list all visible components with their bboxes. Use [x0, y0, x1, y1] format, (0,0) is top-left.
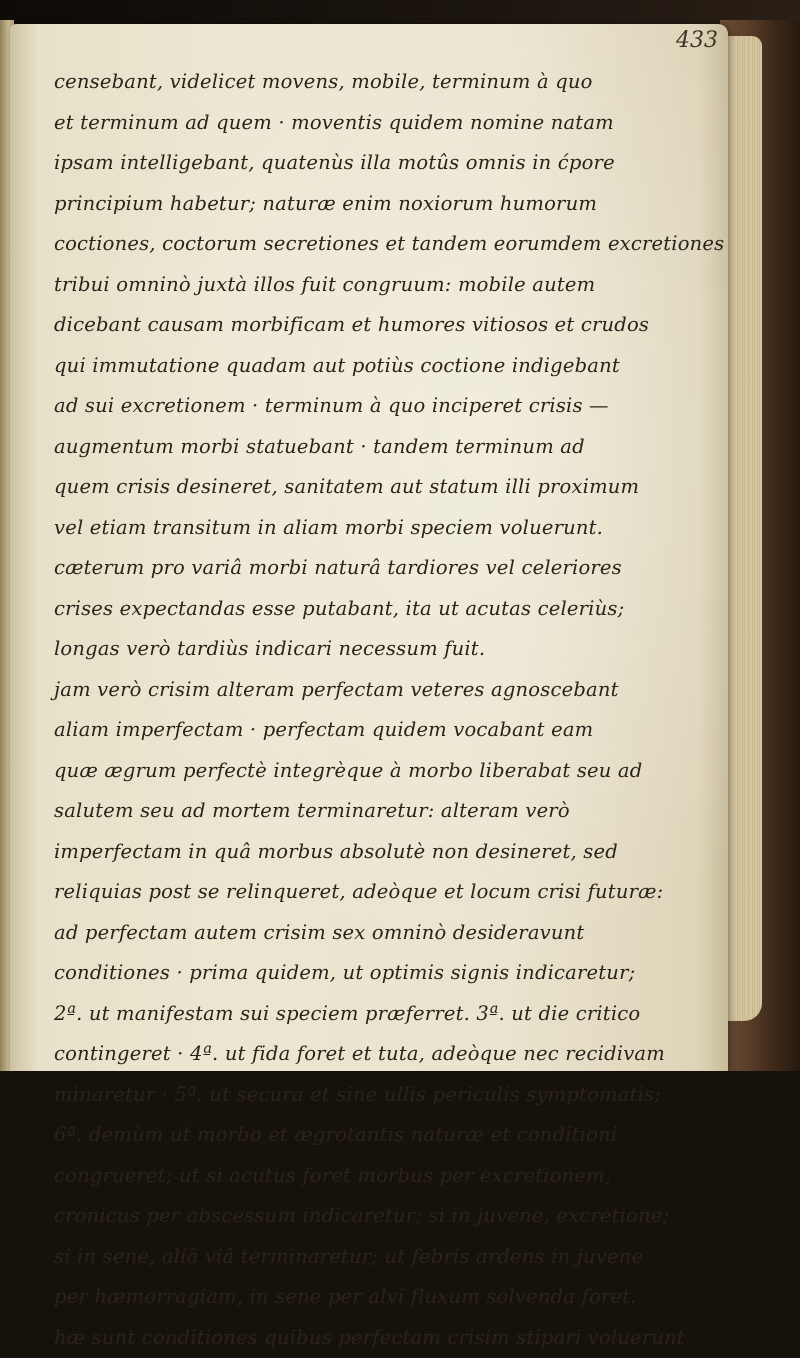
text-line: jam verò crisim alteram perfectam veteres agnoscebant	[54, 670, 684, 711]
handwritten-text-block	[54, 62, 684, 1358]
text-line: dicebant causam morbificam et humores vitiosos et crudos	[54, 305, 684, 346]
text-line: hæ sunt conditiones quibus perfectam crisim stipari voluerunt	[54, 1318, 684, 1358]
text-line: quem crisis desineret, sanitatem aut statum illi proximum	[54, 467, 684, 508]
text-line: augmentum morbi statuebant · tandem terminum ad	[54, 427, 684, 468]
text-line: censebant, videlicet movens, mobile, terminum à quo	[54, 62, 684, 103]
text-line: qui immutatione quadam aut potiùs coctione indigebant	[54, 346, 684, 387]
text-line: conditiones · prima quidem, ut optimis signis indicaretur;	[54, 953, 684, 994]
text-line: cronicus per abscessum indicaretur; si in juvene, excretione;	[54, 1196, 684, 1237]
text-line: congrueret; ut si acutus foret morbus per excretionem,	[54, 1156, 684, 1197]
text-line: per hæmorragiam, in sene per alvi fluxum solvenda foret.	[54, 1277, 684, 1318]
text-line: si in sene, aliâ viâ terminaretur; ut febris ardens in juvene	[54, 1237, 684, 1278]
text-line: 6ª. demùm ut morbo et ægrotantis naturæ et conditioni	[54, 1115, 684, 1156]
text-line: aliam imperfectam · perfectam quidem vocabant eam	[54, 710, 684, 751]
text-line: imperfectam in quâ morbus absolutè non desineret, sed	[54, 832, 684, 873]
manuscript-page	[10, 24, 728, 1071]
text-line: ad sui excretionem · terminum à quo inciperet crisis —	[54, 386, 684, 427]
text-line: longas verò tardiùs indicari necessum fuit.	[54, 629, 684, 670]
text-line: salutem seu ad mortem terminaretur: alteram verò	[54, 791, 684, 832]
text-line: ad perfectam autem crisim sex omninò desideravunt	[54, 913, 684, 954]
text-line: contingeret · 4ª. ut fida foret et tuta, adeòque nec recidivam	[54, 1034, 684, 1075]
text-line: ipsam intelligebant, quatenùs illa motûs omnis in ćpore	[54, 143, 684, 184]
text-line: vel etiam transitum in aliam morbi speciem voluerunt.	[54, 508, 684, 549]
text-line: coctiones, coctorum secretiones et tandem eorumdem excretiones	[54, 224, 684, 265]
page-number: 433	[676, 28, 718, 53]
text-line: et terminum ad quem · moventis quidem nomine natam	[54, 103, 684, 144]
text-line: minaretur · 5ª. ut secura et sine ullis periculis symptomatis;	[54, 1075, 684, 1116]
text-line: reliquias post se relinqueret, adeòque et locum crisi futuræ:	[54, 872, 684, 913]
text-line: crises expectandas esse putabant, ita ut acutas celeriùs;	[54, 589, 684, 630]
text-line: 2ª. ut manifestam sui speciem præferret. 3ª. ut die critico	[54, 994, 684, 1035]
text-line: tribui omninò juxtà illos fuit congruum: mobile autem	[54, 265, 684, 306]
text-line: principium habetur; naturæ enim noxiorum humorum	[54, 184, 684, 225]
text-line: cæterum pro variâ morbi naturâ tardiores vel celeriores	[54, 548, 684, 589]
text-line: quæ ægrum perfectè integrèque à morbo liberabat seu ad	[54, 751, 684, 792]
